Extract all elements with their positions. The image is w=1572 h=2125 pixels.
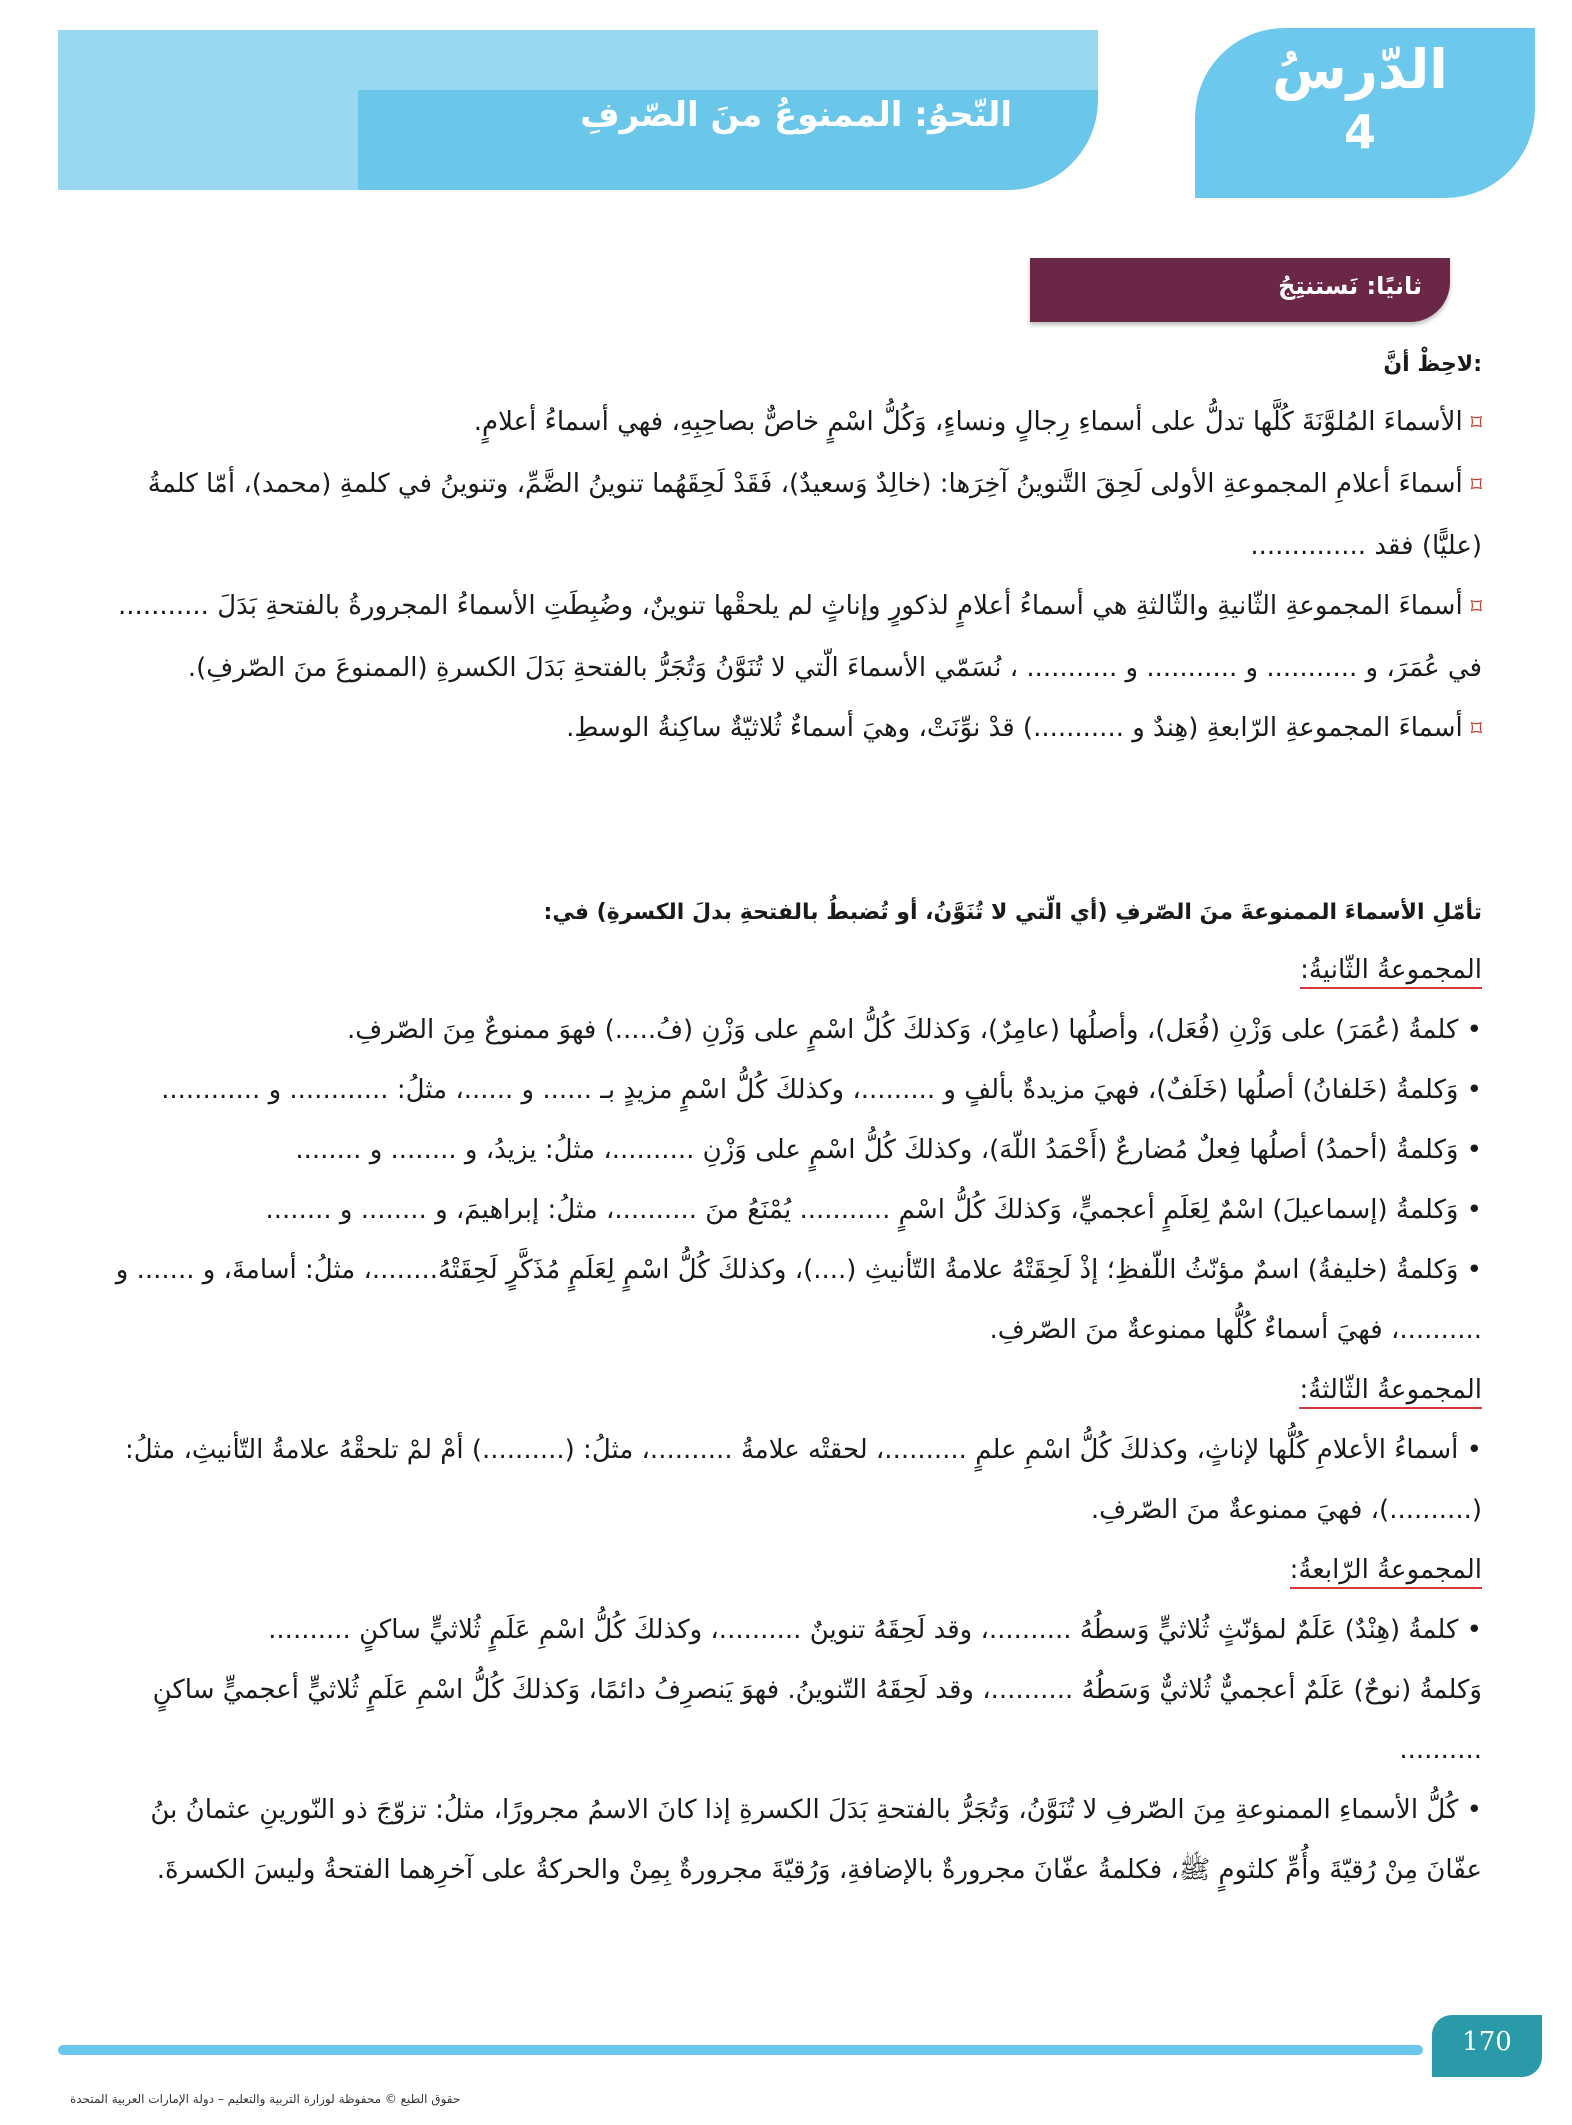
footer-line <box>58 2045 1423 2055</box>
bullet-item: ⌑أسماءَ المجموعةِ الرّابعةِ (هِندٌ و ...........) قدْ نوِّنَتْ، وهيَ أسماءٌ ثُلاثيّةٌ ساكِنةُ الوسطِ. <box>566 713 1482 743</box>
bullet-item: ⌑أسماءَ المجموعةِ الثّانيةِ والثّالثةِ هي أسماءُ أعلامٍ لذكورٍ وإناثٍ لم يلحقْها تنوينٌ، وضُبِطَتِ الأسماءُ المجرورةُ بالفتحةِ بَدَلَ ........... في عُمَرَ، و ........... و ........... و ........... ، نُسَمّي الأسماءَ الّتي لا تُنَوَّنُ وَتُجَرُّ بالفتحةِ بَدَلَ الكسرةِ (الممنوعَ منَ الصّرفِ). <box>118 591 1482 683</box>
lesson-word: الدّرسُ <box>1272 38 1448 101</box>
star-bullet-icon: ⌑ <box>1470 411 1482 436</box>
group4-title: المجموعةُ الرّابعةُ: <box>1290 1555 1482 1589</box>
group2-title: المجموعةُ الثّانيةُ: <box>1300 955 1482 989</box>
group2-item: • وَكلمةُ (أحمدُ) أصلُها فِعلٌ مُضارعٌ (أَحْمَدُ اللّهَ)، وكذلكَ كُلُّ اسْمٍ على وَزْنِ ..........، مثلُ: يزيدُ، و ........ و ........ <box>295 1135 1482 1165</box>
group2-item: • وَكلمةُ (خليفةُ) اسمٌ مؤنّثُ اللّفظِ؛ إذْ لَحِقَتْهُ علامةُ التّأنيثِ (....)، وكذلكَ كُلُّ اسْمٍ لِعَلَمٍ مُذَكَّرٍ لَحِقَتْهُ........، مثلُ: أسامةَ، و ....... و ..........، فهيَ أسماءٌ كُلُّها ممنوعةٌ منَ الصّرفِ. <box>115 1255 1482 1345</box>
notice-label: لاحِظْ أنَّ: <box>1383 352 1482 377</box>
copyright: حقوق الطبع © محفوظة لوزارة التربية والتعليم – دولة الإمارات العربية المتحدة <box>70 2092 461 2106</box>
group4-item: • كُلُّ الأسماءِ الممنوعةِ مِنَ الصّرفِ لا تُنَوَّنُ، وَتُجَرُّ بالفتحةِ بَدَلَ الكسرةِ إذا كانَ الاسمُ مجرورًا، مثلُ: تزوّجَ ذو النّورينِ عثمانُ بنُ عفّانَ مِنْ رُقيّةَ وأُمِّ كلثومٍ ﷺ، فكلمةُ عفّانَ مجرورةٌ بالإضافةِ، وَرُقيّةَ مجرورةٌ بِمِنْ والحركةُ على آخرِهما الفتحةُ وليسَ الكسرةَ. <box>150 1795 1482 1885</box>
group2-item: • كلمةُ (عُمَرَ) على وَزْنِ (فُعَل)، وأصلُها (عامِرٌ)، وَكذلكَ كُلُّ اسْمٍ على وَزْنِ (فُ.....) فهوَ ممنوعٌ مِنَ الصّرفِ. <box>347 1015 1482 1045</box>
star-bullet-icon: ⌑ <box>1470 473 1482 498</box>
lesson-number: 4 <box>1343 105 1376 159</box>
group4-item: • كلمةُ (هِنْدٌ) عَلَمٌ لمؤنّثٍ ثُلاثيٍّ وَسطُهُ ..........، وقد لَحِقَهُ تنوينٌ ..........، وكذلكَ كُلُّ اسْمِ عَلَمٍ ثُلاثيٍّ ساكنٍ .......... <box>268 1615 1482 1645</box>
group3-title: المجموعةُ الثّالثةُ: <box>1299 1375 1482 1409</box>
group2-item: • وَكلمةُ (خَلفانُ) أصلُها (خَلَفٌ)، فهيَ مزيدةٌ بألفٍ و .........، وكذلكَ كُلُّ اسْمٍ مزيدٍ بـ ...... و ......، مثلُ: ............ و ............ <box>161 1075 1482 1105</box>
contemplate-heading: تأمّلِ الأسماءَ الممنوعةَ منَ الصّرفِ (أي الّتي لا تُنَوَّنُ، أو تُضبطُ بالفتحةِ بدلَ الكسرةِ) في: <box>543 900 1482 925</box>
groups-content <box>92 940 1482 1900</box>
bullet-list <box>92 392 1482 760</box>
bullet-item: ⌑الأسماءَ المُلوَّنَةَ كُلَّها تدلُّ على أسماءِ رِجالٍ ونساءٍ، وَكُلُّ اسْمٍ خاصٌّ بصاحِبِهِ، فهي أسماءُ أعلامٍ. <box>473 407 1482 437</box>
page-number: 170 <box>1462 2027 1512 2057</box>
group3-item: • أسماءُ الأعلامِ كُلُّها لإناثٍ، وكذلكَ كُلُّ اسْمِ علمٍ ..........، لحقتْه علامةُ ..........، مثلُ: (..........) أمْ لمْ تلحقْهُ علامةُ التّأنيثِ، مثلُ: (..........)، فهيَ ممنوعةٌ منَ الصّرفِ. <box>124 1435 1482 1525</box>
star-bullet-icon: ⌑ <box>1470 595 1482 620</box>
group2-item: • وَكلمةُ (إسماعيلَ) اسْمٌ لِعَلَمٍ أعجميٍّ، وَكذلكَ كُلُّ اسْمٍ ........... يُمْنَعُ منَ ..........، مثلُ: إبراهيمَ، و ........ و ........ <box>265 1195 1482 1225</box>
star-bullet-icon: ⌑ <box>1470 717 1482 742</box>
group4-item: وَكلمةُ (نوحٌ) عَلَمٌ أعجميٌّ ثُلاثيٌّ وَسَطُهُ ..........، وقد لَحِقَهُ التّنوينُ. فهوَ يَنصرِفُ دائمًا، وَكذلكَ كُلُّ اسْمِ عَلَمٍ ثُلاثيٍّ أعجميٍّ ساكنٍ .......... <box>152 1675 1482 1765</box>
bullet-item: ⌑أسماءَ أعلامِ المجموعةِ الأولى لَحِقَ التَّنوينُ آخِرَها: (خالِدٌ وَسعيدٌ)، فَقَدْ لَحِقَهُما تنوينُ الضَّمِّ، وتنوينُ في كلمةِ (محمد)، أمّا كلمةُ (عليًّا) فقد .............. <box>147 469 1482 561</box>
lesson-title: النّحوُ: الممنوعُ منَ الصّرفِ <box>580 95 1012 135</box>
section-label: ثانيًا: نَستنتِجُ <box>1278 272 1422 300</box>
